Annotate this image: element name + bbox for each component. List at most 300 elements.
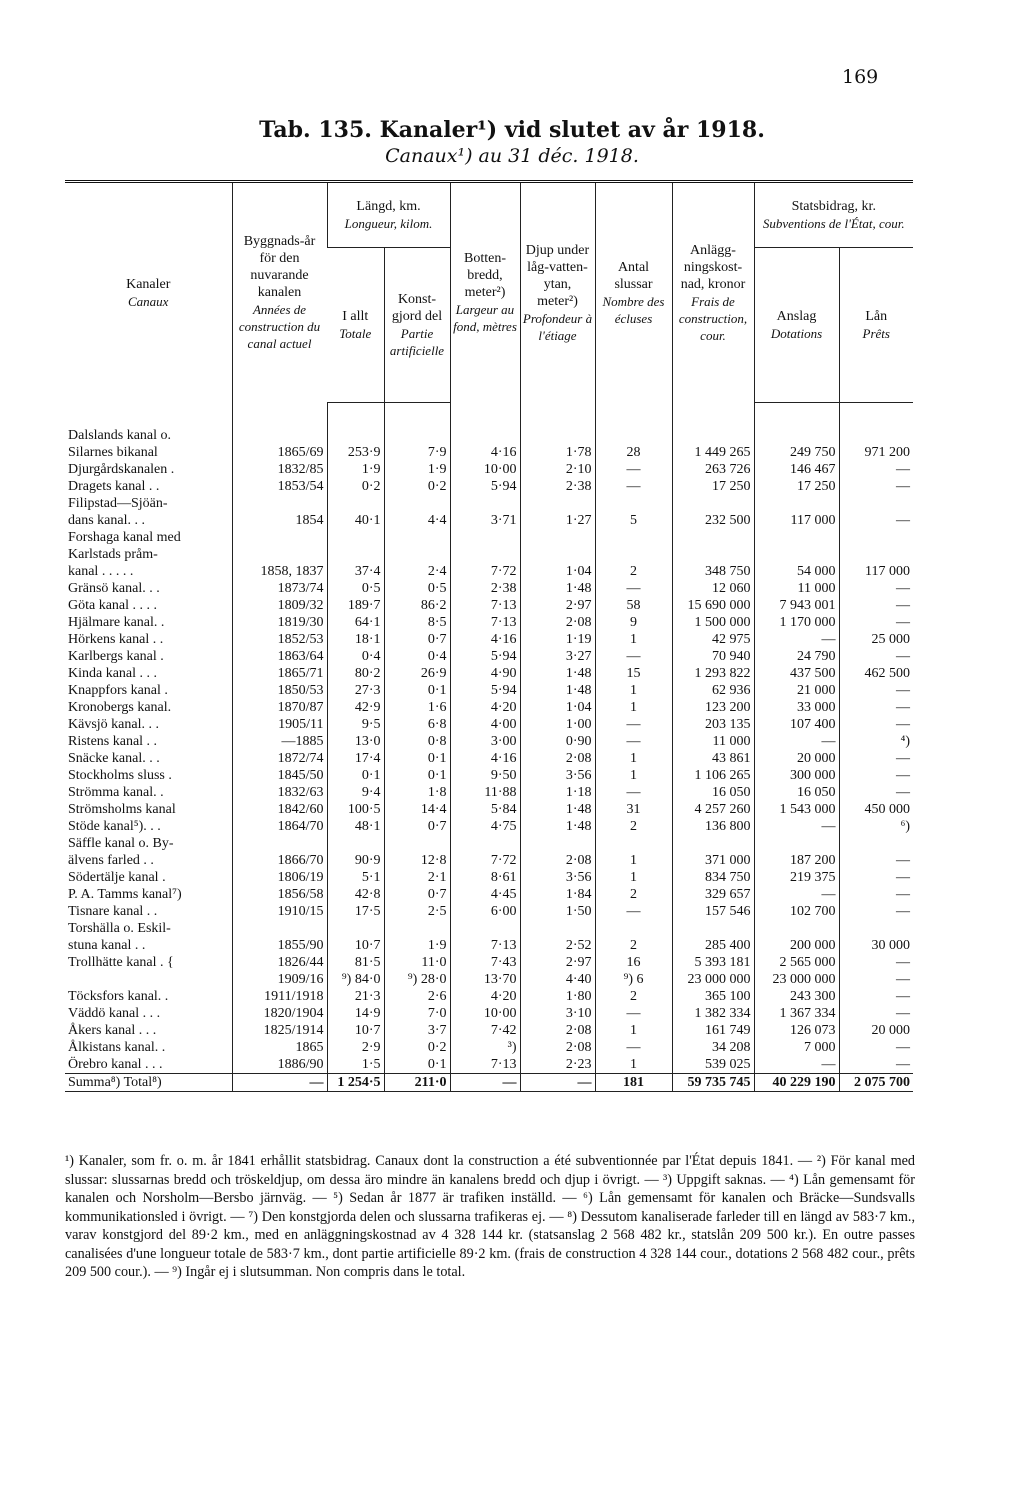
table-cell: — [839,903,913,920]
table-cell [520,920,595,937]
table-cell: 0·1 [384,1056,450,1074]
table-row [65,495,913,512]
table-cell [520,495,595,512]
table-cell: 2·10 [520,461,595,478]
table-cell: 1886/90 [232,1056,327,1074]
table-cell: 126 073 [754,1022,839,1039]
table-cell: — [450,1074,520,1092]
header-lan: Lån Prêts [839,248,913,403]
table-cell: 2 [595,818,672,835]
row-label: Tisnare kanal . . [68,904,158,919]
header-statsbidrag: Statsbidrag, kr. Subventions de l'État, cour. [754,182,913,248]
table-cell: 1854 [232,512,327,529]
table-cell: 300 000 [754,767,839,784]
table-cell: 10·00 [450,461,520,478]
table-cell: 1865 [232,1039,327,1056]
table-cell: — [754,818,839,835]
table-cell [450,427,520,444]
table-cell: 2·08 [520,614,595,631]
table-cell: 4·4 [384,512,450,529]
table-cell: 4·75 [450,818,520,835]
table-cell: — [595,784,672,801]
row-label: kanal . . . . . [68,564,134,579]
table-cell [839,835,913,852]
table-row [65,818,913,835]
table-cell: 1·80 [520,988,595,1005]
table-cell: 1 293 822 [672,665,754,682]
table-cell [450,546,520,563]
row-label: Kronobergs kanal. [68,700,172,715]
table-cell: 5·94 [450,478,520,495]
header-anslag: Anslag Dotations [754,248,839,403]
table-cell [327,546,384,563]
table-cell [754,835,839,852]
table-cell: 1858, 1837 [232,563,327,580]
table-cell: 462 500 [839,665,913,682]
table-cell: 1 [595,852,672,869]
table-row [65,784,913,801]
row-label: Strömsholms kanal [68,802,176,817]
table-cell: 13·0 [327,733,384,750]
table-row [65,529,913,546]
table-cell: 1 449 265 [672,444,754,461]
table-cell: 37·4 [327,563,384,580]
table-cell: — [754,733,839,750]
table-cell [754,495,839,512]
table-spacer-row [65,403,913,428]
table-cell: 2·08 [520,852,595,869]
table-cell: ³) [450,1039,520,1056]
table-cell: 4·40 [520,971,595,988]
table-cell: 1 [595,682,672,699]
table-cell: 971 200 [839,444,913,461]
table-cell [450,920,520,937]
table-cell [327,427,384,444]
table-cell: 1·9 [384,461,450,478]
table-cell: 0·1 [384,750,450,767]
table-cell: — [839,869,913,886]
table-cell: 1 [595,1056,672,1074]
table-cell: 20 000 [839,1022,913,1039]
table-cell: 3·7 [384,1022,450,1039]
table-row [65,614,913,631]
table-cell: 24 790 [754,648,839,665]
table-cell: 0·2 [384,1039,450,1056]
table-cell: 232 500 [672,512,754,529]
row-label: Kinda kanal . . . [68,666,158,681]
table-cell: 7·9 [384,444,450,461]
table-cell: 1 543 000 [754,801,839,818]
table-row [65,835,913,852]
row-label: Örebro kanal . . . [68,1057,163,1072]
table-cell: 31 [595,801,672,818]
row-label: Djurgårdskanalen . [68,462,175,477]
table-cell: 1826/44 [232,954,327,971]
table-cell [384,835,450,852]
table-row [65,444,913,461]
table-cell: 34 208 [672,1039,754,1056]
header-langd: Längd, km. Longueur, kilom. [327,182,450,248]
table-cell: 1 [595,631,672,648]
table-cell: 1832/85 [232,461,327,478]
table-cell: 33 000 [754,699,839,716]
table-cell: 7·13 [450,597,520,614]
table-cell: — [839,461,913,478]
table-cell: — [520,1074,595,1092]
table-cell: — [839,954,913,971]
table-row [65,750,913,767]
table-cell: 54 000 [754,563,839,580]
table-cell [450,835,520,852]
header-djup: Djup under låg-vatten-ytan, meter²) Profondeur à l'étiage [520,182,595,403]
table-cell: 15 [595,665,672,682]
table-cell: 1 382 334 [672,1005,754,1022]
table-cell: 7·43 [450,954,520,971]
table-cell: — [595,1039,672,1056]
row-label: Gränsö kanal. . . [68,581,160,596]
table-cell: 10·7 [327,937,384,954]
table-cell: 2 565 000 [754,954,839,971]
table-cell: — [839,597,913,614]
table-cell: 1·04 [520,699,595,716]
table-cell: 0·1 [384,767,450,784]
table-cell [232,920,327,937]
table-cell: 1·78 [520,444,595,461]
table-cell [232,495,327,512]
table-cell: 1850/53 [232,682,327,699]
header-konstgjord: Konst-gjord del Partie artificielle [384,248,450,403]
table-cell: 6·00 [450,903,520,920]
header-anlaggningskostnad: Anlägg-ningskost-nad, kronor Frais de construction, cour. [672,182,754,403]
table-cell: 437 500 [754,665,839,682]
table-cell: 1 [595,869,672,886]
table-cell: 0·5 [327,580,384,597]
table-cell [839,546,913,563]
table-cell [839,920,913,937]
table-cell: — [595,1005,672,1022]
table-cell [754,529,839,546]
table-cell: 1820/1904 [232,1005,327,1022]
table-cell: 1864/70 [232,818,327,835]
table-cell: 1806/19 [232,869,327,886]
table-cell [595,529,672,546]
table-cell: 1905/11 [232,716,327,733]
table-cell [327,835,384,852]
row-label: Väddö kanal . . . [68,1006,161,1021]
table-cell: 11 000 [754,580,839,597]
table-row [65,512,913,529]
table-cell: 249 750 [754,444,839,461]
table-cell: 1842/60 [232,801,327,818]
table-cell: 81·5 [327,954,384,971]
row-label: Karlstads pråm- [68,547,158,562]
table-cell: 6·8 [384,716,450,733]
row-label: Karlbergs kanal . [68,649,164,664]
table-cell: 90·9 [327,852,384,869]
table-cell: 157 546 [672,903,754,920]
table-row [65,767,913,784]
table-cell: 10·00 [450,1005,520,1022]
table-cell [327,920,384,937]
table-cell: 2·23 [520,1056,595,1074]
table-cell: 70 940 [672,648,754,665]
table-cell: — [232,1074,327,1092]
table-cell: — [839,971,913,988]
table-cell: 12 060 [672,580,754,597]
table-cell: 0·7 [384,818,450,835]
header-kanaler: Kanaler Canaux [65,182,232,403]
table-cell: — [595,648,672,665]
table-cell: 16 050 [754,784,839,801]
canal-table [65,180,913,1092]
header-bottenbredd: Botten-bredd, meter²) Largeur au fond, mètres [450,182,520,403]
table-row [65,631,913,648]
table-cell: 42·8 [327,886,384,903]
table-cell: 117 000 [754,512,839,529]
row-label: Forshaga kanal med [68,530,181,545]
table-cell: 1 170 000 [754,614,839,631]
table-row [65,1005,913,1022]
table-cell: 4·16 [450,631,520,648]
table-cell: 7 000 [754,1039,839,1056]
table-cell: 5·94 [450,648,520,665]
table-cell: 1863/64 [232,648,327,665]
row-label: Filipstad—Sjöän- [68,496,168,511]
table-cell: 8·61 [450,869,520,886]
table-cell: 7·13 [450,937,520,954]
table-cell: 86·2 [384,597,450,614]
table-cell: 1866/70 [232,852,327,869]
table-cell: — [839,648,913,665]
table-row [65,971,913,988]
table-cell: 7·13 [450,1056,520,1074]
table-cell [520,529,595,546]
table-cell: ⁹) 84·0 [327,971,384,988]
table-cell: 1 254·5 [327,1074,384,1092]
table-cell: — [839,614,913,631]
row-label: Silarnes bikanal [68,445,158,460]
table-cell: — [754,631,839,648]
table-cell: 62 936 [672,682,754,699]
table-cell: 365 100 [672,988,754,1005]
page-number: 169 [842,66,879,88]
row-label: Trollhätte kanal . { [68,955,174,970]
table-cell [595,546,672,563]
table-cell: — [839,1005,913,1022]
table-cell: 329 657 [672,886,754,903]
table-cell: 2 [595,988,672,1005]
table-cell: 1·19 [520,631,595,648]
row-label: Hjälmare kanal. . [68,615,165,630]
table-cell: 2 075 700 [839,1074,913,1092]
table-cell: 100·5 [327,801,384,818]
table-cell: 80·2 [327,665,384,682]
table-row [65,716,913,733]
table-cell: 20 000 [754,750,839,767]
table-cell [754,920,839,937]
table-cell: 3·56 [520,869,595,886]
table-cell: — [754,886,839,903]
table-cell: 2 [595,563,672,580]
table-cell: 7·72 [450,563,520,580]
table-cell: 243 300 [754,988,839,1005]
row-label: Kävsjö kanal. . . [68,717,159,732]
row-label: P. A. Tamms kanal⁷) [68,887,182,902]
table-cell: — [839,750,913,767]
table-row [65,903,913,920]
table-title: Tab. 135. Kanaler¹) vid slutet av år 1918. [259,117,765,143]
table-cell: 1855/90 [232,937,327,954]
table-cell: 123 200 [672,699,754,716]
table-cell [754,546,839,563]
table-cell: — [839,886,913,903]
table-cell: 4 257 260 [672,801,754,818]
table-cell [232,427,327,444]
table-cell [520,427,595,444]
table-cell: — [839,512,913,529]
table-cell: 21·3 [327,988,384,1005]
table-cell: 1825/1914 [232,1022,327,1039]
table-cell: 40·1 [327,512,384,529]
table-cell: — [839,767,913,784]
table-cell [839,529,913,546]
table-cell: 0·2 [384,478,450,495]
table-cell: — [839,988,913,1005]
table-cell: 1·04 [520,563,595,580]
row-label: Torshälla o. Eskil- [68,921,171,936]
row-label: Dragets kanal . . [68,479,160,494]
table-cell: 0·7 [384,631,450,648]
table-cell: 1·00 [520,716,595,733]
table-cell: 1 [595,750,672,767]
table-cell: 64·1 [327,614,384,631]
table-cell: 2·9 [327,1039,384,1056]
table-cell: 4·00 [450,716,520,733]
table-cell: 59 735 745 [672,1074,754,1092]
row-label [65,971,232,988]
table-cell: 8·5 [384,614,450,631]
table-cell: 1 [595,699,672,716]
table-cell: 30 000 [839,937,913,954]
table-cell: 5 393 181 [672,954,754,971]
row-label: Summa⁸) Total⁸) [65,1074,232,1092]
table-cell: 2·5 [384,903,450,920]
table-cell: 21 000 [754,682,839,699]
table-cell: 1872/74 [232,750,327,767]
table-cell: ⁶) [839,818,913,835]
table-cell: — [839,1056,913,1074]
table-cell: 7·42 [450,1022,520,1039]
table-cell: 16 050 [672,784,754,801]
table-cell: — [754,1056,839,1074]
table-cell: 450 000 [839,801,913,818]
table-cell: 0·1 [327,767,384,784]
table-cell [754,427,839,444]
table-cell: 1865/69 [232,444,327,461]
table-cell: 2·08 [520,1022,595,1039]
table-cell: 25 000 [839,631,913,648]
table-cell: 0·1 [384,682,450,699]
table-row [65,1039,913,1056]
table-cell [520,835,595,852]
table-cell: 10·7 [327,1022,384,1039]
table-row [65,954,913,971]
table-cell: 16 [595,954,672,971]
row-label: Dalslands kanal o. [68,428,172,443]
table-cell: 17 250 [672,478,754,495]
table-cell: 48·1 [327,818,384,835]
table-cell: 117 000 [839,563,913,580]
table-cell: 1·48 [520,665,595,682]
table-cell: 1909/16 [232,971,327,988]
table-cell: 0·4 [327,648,384,665]
table-cell: 4·90 [450,665,520,682]
table-cell: 348 750 [672,563,754,580]
table-cell: 9·50 [450,767,520,784]
table-row [65,852,913,869]
table-cell: 200 000 [754,937,839,954]
table-row [65,801,913,818]
table-cell: 2·6 [384,988,450,1005]
table-cell: 1 367 334 [754,1005,839,1022]
table-cell: 42 975 [672,631,754,648]
table-cell: 27·3 [327,682,384,699]
table-cell [384,495,450,512]
table-row [65,920,913,937]
table-cell: 1·9 [327,461,384,478]
table-cell: 1911/1918 [232,988,327,1005]
table-cell: 7 943 001 [754,597,839,614]
table-cell: 1853/54 [232,478,327,495]
table-cell: 17 250 [754,478,839,495]
table-cell: 539 025 [672,1056,754,1074]
table-cell: 12·8 [384,852,450,869]
table-cell: 11·88 [450,784,520,801]
table-subtitle: Canaux¹) au 31 déc. 1918. [385,145,639,167]
table-cell: 58 [595,597,672,614]
table-cell: 9·4 [327,784,384,801]
table-row [65,886,913,903]
table-cell [384,920,450,937]
row-label: Hörkens kanal . . [68,632,164,647]
table-cell: 1845/50 [232,767,327,784]
table-cell [232,529,327,546]
row-label: Strömma kanal. . [68,785,164,800]
table-cell: 2·97 [520,597,595,614]
table-cell: 7·13 [450,614,520,631]
table-cell [672,427,754,444]
table-cell: — [839,682,913,699]
table-cell: 4·20 [450,699,520,716]
row-label: dans kanal. . . [68,513,145,528]
table-cell: 219 375 [754,869,839,886]
table-row [65,699,913,716]
table-cell: — [595,716,672,733]
table-cell: 1 500 000 [672,614,754,631]
table-cell: 1·9 [384,937,450,954]
table-cell: 1870/87 [232,699,327,716]
table-cell [327,495,384,512]
table-row [65,427,913,444]
table-cell: 1856/58 [232,886,327,903]
table-cell: 253·9 [327,444,384,461]
table-cell: 23 000 000 [672,971,754,988]
table-cell: 2·08 [520,1039,595,1056]
row-label: Ristens kanal . . [68,734,158,749]
table-cell: 1·18 [520,784,595,801]
header-slussar: Antal slussar Nombre des écluses [595,182,672,403]
table-cell: 4·45 [450,886,520,903]
